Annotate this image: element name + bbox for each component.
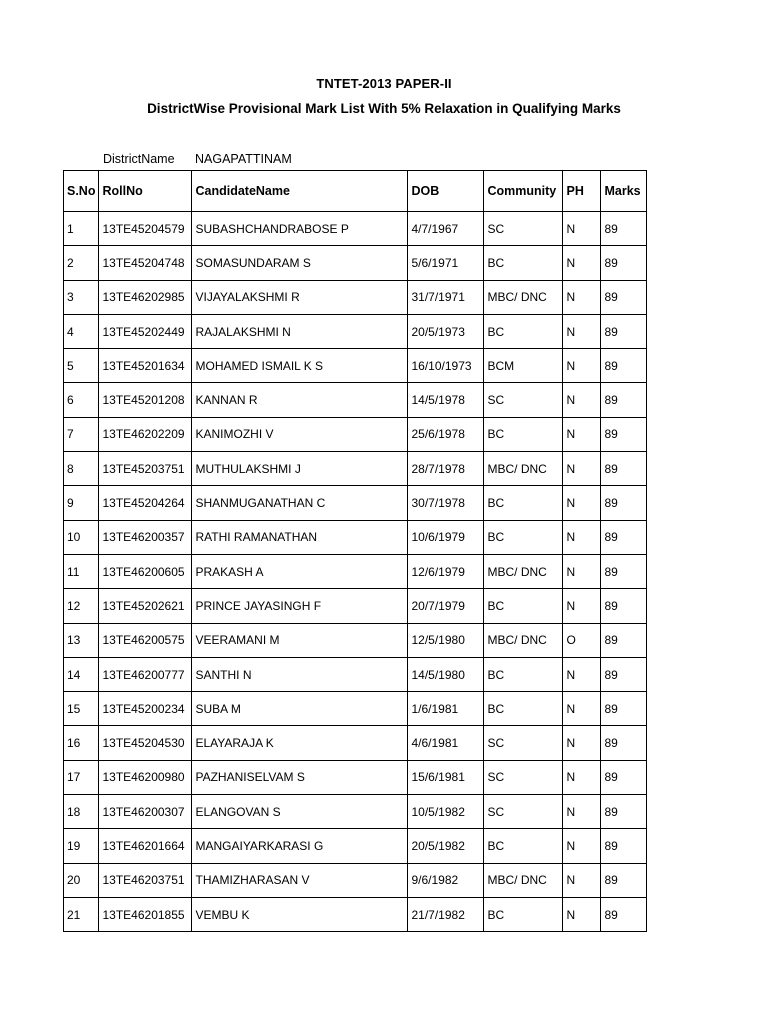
district-label: DistrictName [103, 152, 175, 166]
document-title: TNTET-2013 PAPER-II [316, 76, 452, 91]
cell-marks: 89 [601, 692, 647, 726]
cell-sno: 21 [64, 897, 99, 931]
table-row [64, 760, 647, 794]
cell-sno: 20 [64, 863, 99, 897]
cell-dob: 4/7/1967 [408, 212, 484, 246]
cell-candidate-name: MOHAMED ISMAIL K S [192, 349, 408, 383]
cell-dob: 14/5/1980 [408, 657, 484, 691]
cell-candidate-name: MUTHULAKSHMI J [192, 452, 408, 486]
cell-rollno: 13TE46201664 [99, 829, 192, 863]
cell-ph: N [563, 417, 601, 451]
cell-ph: N [563, 212, 601, 246]
cell-ph: N [563, 657, 601, 691]
cell-marks: 89 [601, 795, 647, 829]
cell-rollno: 13TE45200234 [99, 692, 192, 726]
cell-community: MBC/ DNC [484, 452, 563, 486]
cell-community: BC [484, 417, 563, 451]
cell-dob: 28/7/1978 [408, 452, 484, 486]
cell-candidate-name: SUBA M [192, 692, 408, 726]
column-header-sno: S.No [64, 171, 99, 212]
cell-sno: 4 [64, 314, 99, 348]
cell-sno: 5 [64, 349, 99, 383]
cell-ph: N [563, 760, 601, 794]
cell-ph: N [563, 280, 601, 314]
cell-community: BC [484, 829, 563, 863]
cell-dob: 20/5/1982 [408, 829, 484, 863]
cell-sno: 1 [64, 212, 99, 246]
table-row [64, 349, 647, 383]
cell-ph: O [563, 623, 601, 657]
table-row [64, 657, 647, 691]
table-row [64, 246, 647, 280]
cell-rollno: 13TE45204748 [99, 246, 192, 280]
cell-ph: N [563, 795, 601, 829]
cell-ph: N [563, 589, 601, 623]
cell-candidate-name: RAJALAKSHMI N [192, 314, 408, 348]
cell-dob: 10/5/1982 [408, 795, 484, 829]
table-header-row [64, 171, 647, 212]
cell-candidate-name: SANTHI N [192, 657, 408, 691]
cell-marks: 89 [601, 246, 647, 280]
cell-sno: 2 [64, 246, 99, 280]
column-header-community: Community [484, 171, 563, 212]
cell-ph: N [563, 726, 601, 760]
cell-rollno: 13TE45202449 [99, 314, 192, 348]
column-header-candidate-name: CandidateName [192, 171, 408, 212]
table-row [64, 520, 647, 554]
table-row [64, 589, 647, 623]
column-header-marks: Marks [601, 171, 647, 212]
cell-rollno: 13TE46202209 [99, 417, 192, 451]
cell-ph: N [563, 452, 601, 486]
cell-community: MBC/ DNC [484, 623, 563, 657]
mark-list-table [63, 170, 647, 932]
cell-dob: 12/6/1979 [408, 554, 484, 588]
table-row [64, 280, 647, 314]
cell-candidate-name: SOMASUNDARAM S [192, 246, 408, 280]
table-row [64, 863, 647, 897]
cell-ph: N [563, 554, 601, 588]
cell-marks: 89 [601, 726, 647, 760]
table-row [64, 452, 647, 486]
cell-sno: 3 [64, 280, 99, 314]
cell-rollno: 13TE46200575 [99, 623, 192, 657]
cell-community: SC [484, 212, 563, 246]
cell-community: BCM [484, 349, 563, 383]
cell-community: MBC/ DNC [484, 863, 563, 897]
table-row [64, 829, 647, 863]
table-row [64, 212, 647, 246]
cell-community: BC [484, 589, 563, 623]
cell-rollno: 13TE45202621 [99, 589, 192, 623]
cell-rollno: 13TE45204264 [99, 486, 192, 520]
cell-rollno: 13TE46203751 [99, 863, 192, 897]
cell-community: BC [484, 486, 563, 520]
cell-dob: 12/5/1980 [408, 623, 484, 657]
column-header-dob: DOB [408, 171, 484, 212]
cell-rollno: 13TE46201855 [99, 897, 192, 931]
table-row [64, 314, 647, 348]
cell-rollno: 13TE46200605 [99, 554, 192, 588]
cell-rollno: 13TE45201634 [99, 349, 192, 383]
table-body [64, 212, 647, 932]
table-row [64, 623, 647, 657]
cell-sno: 9 [64, 486, 99, 520]
cell-marks: 89 [601, 897, 647, 931]
table-row [64, 692, 647, 726]
cell-ph: N [563, 246, 601, 280]
cell-candidate-name: SUBASHCHANDRABOSE P [192, 212, 408, 246]
cell-marks: 89 [601, 349, 647, 383]
cell-candidate-name: PRINCE JAYASINGH F [192, 589, 408, 623]
cell-community: SC [484, 760, 563, 794]
cell-candidate-name: PRAKASH A [192, 554, 408, 588]
cell-candidate-name: VEMBU K [192, 897, 408, 931]
cell-rollno: 13TE45204579 [99, 212, 192, 246]
cell-candidate-name: ELAYARAJA K [192, 726, 408, 760]
cell-marks: 89 [601, 486, 647, 520]
cell-dob: 5/6/1971 [408, 246, 484, 280]
cell-rollno: 13TE46200307 [99, 795, 192, 829]
cell-ph: N [563, 486, 601, 520]
cell-rollno: 13TE45203751 [99, 452, 192, 486]
cell-marks: 89 [601, 554, 647, 588]
cell-marks: 89 [601, 212, 647, 246]
cell-dob: 10/6/1979 [408, 520, 484, 554]
cell-marks: 89 [601, 657, 647, 691]
cell-sno: 12 [64, 589, 99, 623]
table-row [64, 897, 647, 931]
cell-marks: 89 [601, 520, 647, 554]
cell-dob: 30/7/1978 [408, 486, 484, 520]
cell-community: BC [484, 657, 563, 691]
cell-candidate-name: VIJAYALAKSHMI R [192, 280, 408, 314]
cell-marks: 89 [601, 417, 647, 451]
cell-sno: 16 [64, 726, 99, 760]
cell-dob: 21/7/1982 [408, 897, 484, 931]
cell-community: BC [484, 246, 563, 280]
cell-ph: N [563, 349, 601, 383]
cell-sno: 10 [64, 520, 99, 554]
document-subtitle: DistrictWise Provisional Mark List With 5% Relaxation in Qualifying Marks [147, 101, 621, 116]
cell-dob: 25/6/1978 [408, 417, 484, 451]
cell-sno: 6 [64, 383, 99, 417]
cell-marks: 89 [601, 589, 647, 623]
cell-rollno: 13TE45204530 [99, 726, 192, 760]
cell-community: SC [484, 383, 563, 417]
cell-candidate-name: ELANGOVAN S [192, 795, 408, 829]
cell-sno: 14 [64, 657, 99, 691]
cell-sno: 11 [64, 554, 99, 588]
cell-community: BC [484, 897, 563, 931]
table-row [64, 417, 647, 451]
cell-candidate-name: VEERAMANI M [192, 623, 408, 657]
cell-ph: N [563, 692, 601, 726]
cell-rollno: 13TE46200777 [99, 657, 192, 691]
cell-ph: N [563, 897, 601, 931]
cell-ph: N [563, 863, 601, 897]
cell-community: BC [484, 520, 563, 554]
cell-sno: 19 [64, 829, 99, 863]
cell-ph: N [563, 829, 601, 863]
district-value: NAGAPATTINAM [195, 152, 292, 166]
cell-sno: 15 [64, 692, 99, 726]
cell-marks: 89 [601, 760, 647, 794]
cell-sno: 17 [64, 760, 99, 794]
cell-community: BC [484, 314, 563, 348]
cell-marks: 89 [601, 863, 647, 897]
cell-dob: 15/6/1981 [408, 760, 484, 794]
cell-community: SC [484, 726, 563, 760]
cell-candidate-name: KANIMOZHI V [192, 417, 408, 451]
cell-candidate-name: THAMIZHARASAN V [192, 863, 408, 897]
cell-marks: 89 [601, 314, 647, 348]
cell-dob: 16/10/1973 [408, 349, 484, 383]
cell-candidate-name: MANGAIYARKARASI G [192, 829, 408, 863]
cell-dob: 20/5/1973 [408, 314, 484, 348]
cell-ph: N [563, 314, 601, 348]
column-header-rollno: RollNo [99, 171, 192, 212]
cell-dob: 1/6/1981 [408, 692, 484, 726]
cell-candidate-name: PAZHANISELVAM S [192, 760, 408, 794]
cell-candidate-name: RATHI RAMANATHAN [192, 520, 408, 554]
table-row [64, 383, 647, 417]
cell-ph: N [563, 520, 601, 554]
cell-rollno: 13TE46200357 [99, 520, 192, 554]
cell-dob: 9/6/1982 [408, 863, 484, 897]
cell-dob: 14/5/1978 [408, 383, 484, 417]
cell-sno: 18 [64, 795, 99, 829]
table-row [64, 486, 647, 520]
cell-dob: 4/6/1981 [408, 726, 484, 760]
cell-sno: 13 [64, 623, 99, 657]
table-row [64, 554, 647, 588]
cell-rollno: 13TE46202985 [99, 280, 192, 314]
cell-dob: 31/7/1971 [408, 280, 484, 314]
cell-dob: 20/7/1979 [408, 589, 484, 623]
cell-candidate-name: SHANMUGANATHAN C [192, 486, 408, 520]
cell-community: MBC/ DNC [484, 554, 563, 588]
cell-marks: 89 [601, 383, 647, 417]
cell-community: SC [484, 795, 563, 829]
cell-community: MBC/ DNC [484, 280, 563, 314]
cell-sno: 8 [64, 452, 99, 486]
cell-rollno: 13TE46200980 [99, 760, 192, 794]
cell-marks: 89 [601, 829, 647, 863]
cell-marks: 89 [601, 280, 647, 314]
cell-community: BC [484, 692, 563, 726]
cell-marks: 89 [601, 623, 647, 657]
table-row [64, 795, 647, 829]
table-row [64, 726, 647, 760]
cell-ph: N [563, 383, 601, 417]
column-header-ph: PH [563, 171, 601, 212]
cell-candidate-name: KANNAN R [192, 383, 408, 417]
cell-marks: 89 [601, 452, 647, 486]
cell-sno: 7 [64, 417, 99, 451]
cell-rollno: 13TE45201208 [99, 383, 192, 417]
